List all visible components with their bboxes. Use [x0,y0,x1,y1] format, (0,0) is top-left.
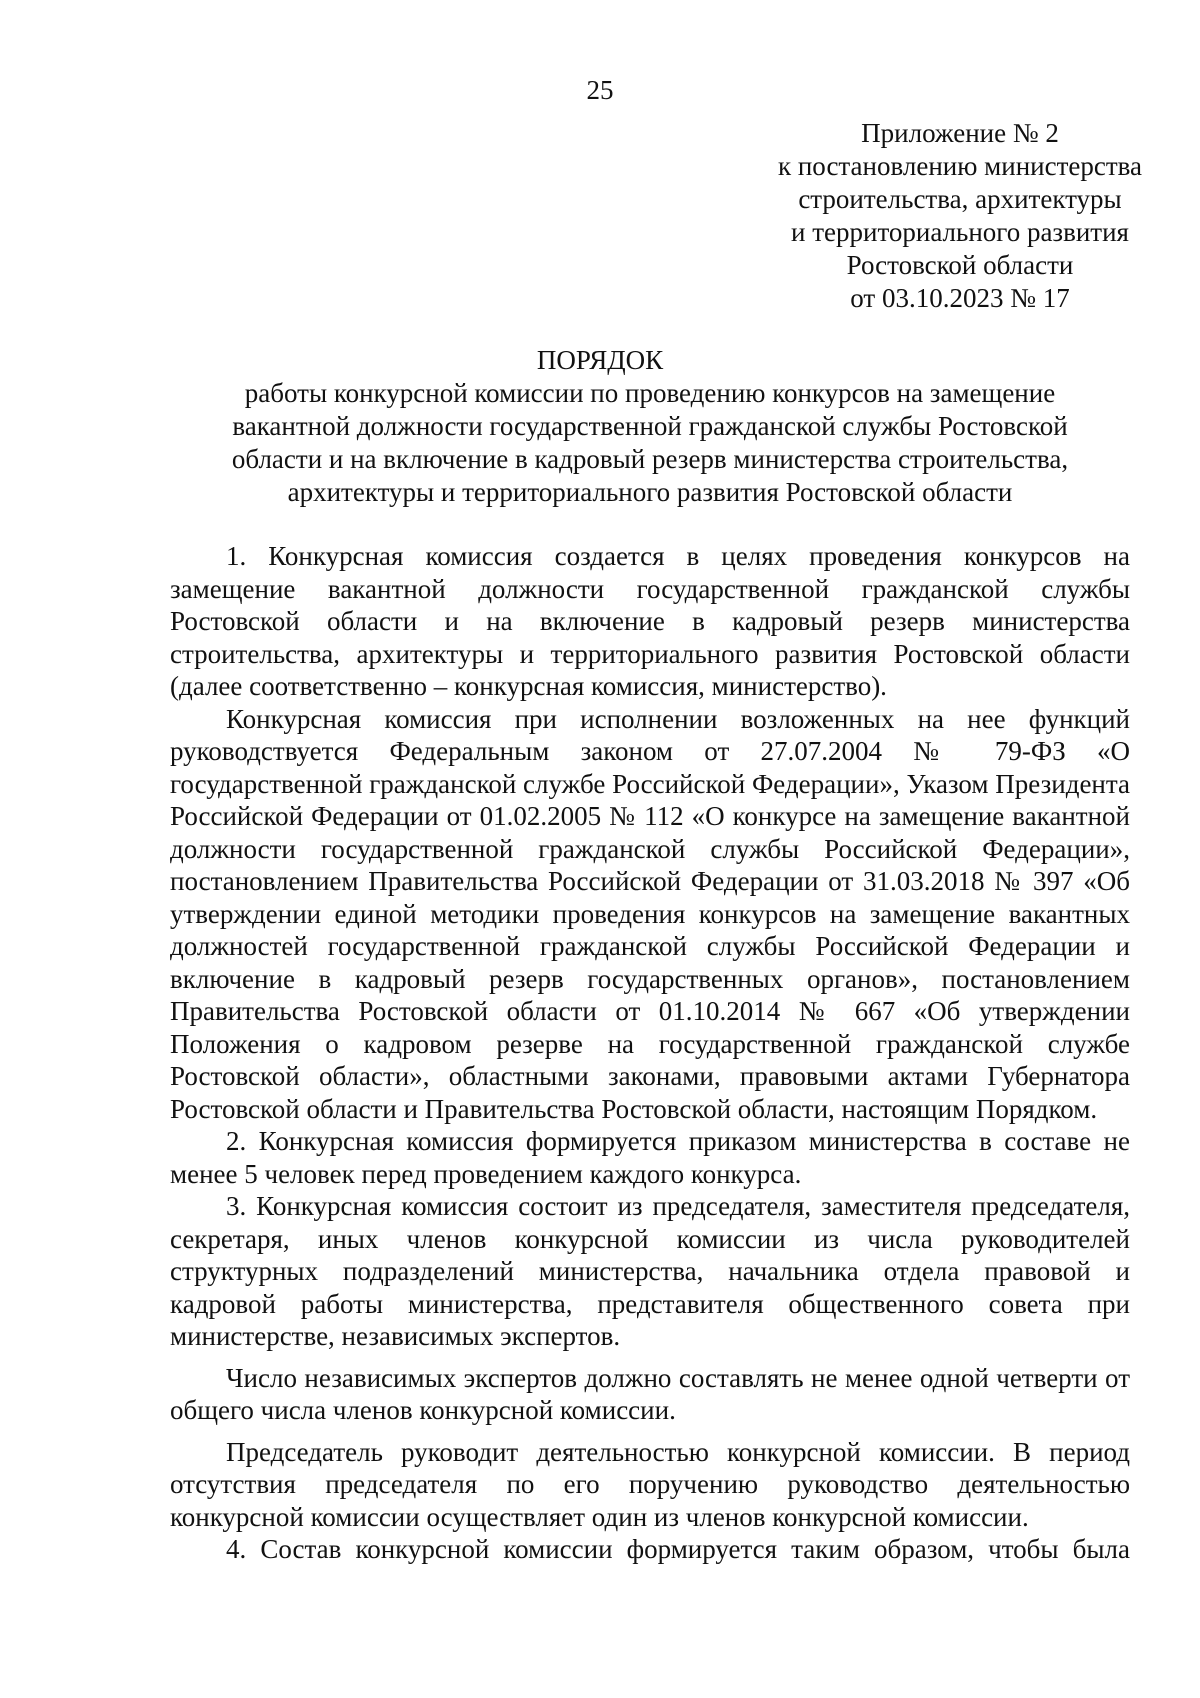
paragraph-7: 4. Состав конкурсной комиссии формируется таким образом, чтобы была [226,1534,1130,1564]
subtitle-line: архитектуры и территориального развития Ростовской области [287,477,1013,507]
paragraph-4: 3. Конкурсная комиссия состоит из председателя, заместителя председателя, секретаря, иных членов конкурсной комиссии из числа руководителей структурных подразделений министерства, начальника отдела правовой и кадровой работы министерства, представителя общественного совета при министерстве, независимых экспертов. [170,1191,1130,1351]
paragraph-2: Конкурсная комиссия при исполнении возложенных на нее функций руководствуется Федеральным законом от 27.07.2004 № 79-ФЗ «О государственной гражданской службе Российской Федерации», Указом Президента Российской Федерации от 01.02.2005 № 112 «О конкурсе на замещение вакантной должности государственной гражданской службы Российской Федерации», постановлением Правительства Российской Федерации от 31.03.2018 № 397 «Об утверждении единой методики проведения конкурсов на замещение вакантных должностей государственной гражданской службы Российской Федерации и включение в кадровый резерв государственных органов», постановлением Правительства Ростовской области от 01.10.2014 № 667 «Об утверждении Положения о кадровом резерве на государственной гражданской службе Ростовской области», областными законами, правовыми актами Губернатора Ростовской области и Правительства Ростовской области, настоящим Порядком. [170,703,1130,1124]
appendix-header [740,117,1180,315]
paragraph-6: Председатель руководит деятельностью конкурсной комиссии. В период отсутствия председателя по его поручению руководство деятельностью конкурсной комиссии осуществляет один из членов конкурсной комиссии. [170,1436,1130,1532]
subtitle-line: работы конкурсной комиссии по проведению конкурсов на замещение [244,378,1056,408]
subtitle-line: вакантной должности государственной гражданской службы Ростовской [232,411,1068,441]
appendix-line: Ростовской области [846,250,1074,280]
paragraph-5: Число независимых экспертов должно составлять не менее одной четверти от общего числа членов конкурсной комиссии. [170,1362,1130,1425]
paragraph-1: 1. Конкурсная комиссия создается в целях проведения конкурсов на замещение вакантной должности государственной гражданской службы Ростовской области и на включение в кадровый резерв министерства строительства, архитектуры и территориального развития Ростовской области (далее соответственно – конкурсная комиссия, министерство). [170,541,1130,701]
appendix-line: от 03.10.2023 № 17 [850,283,1070,313]
appendix-line: к постановлению министерства [777,151,1143,181]
paragraph-3: 2. Конкурсная комиссия формируется приказом министерства в составе не менее 5 человек перед проведением каждого конкурса. [170,1126,1130,1189]
appendix-line: строительства, архитектуры [798,184,1122,214]
document-title: ПОРЯДОК [536,345,664,375]
document-subtitle [170,377,1130,509]
subtitle-line: области и на включение в кадровый резерв министерства строительства, [231,444,1069,474]
page-number: 25 [586,75,614,105]
document-body [170,540,1130,1566]
appendix-line: и территориального развития [791,217,1129,247]
appendix-line: Приложение № 2 [861,118,1059,148]
